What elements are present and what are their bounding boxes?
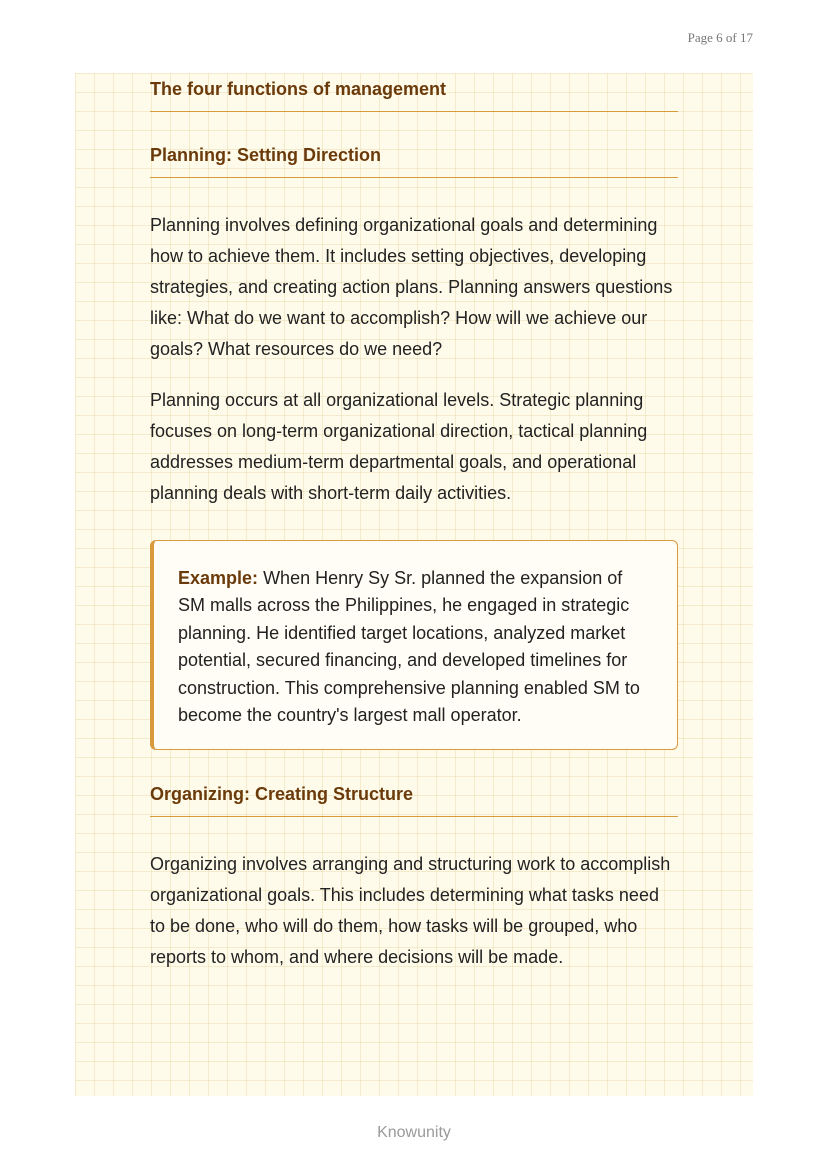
footer-brand: Knowunity <box>377 1124 451 1141</box>
example-text: When Henry Sy Sr. planned the expansion of SM malls across the Philippines, he engaged in strategic planning. He identified target locations, analyzed market potential, secured financing, and developed timelines for construction. This comprehensive planning enabled SM to become the country's largest mall operator. <box>178 568 640 726</box>
section-heading-planning: Planning: Setting Direction <box>150 143 678 178</box>
section-heading-organizing: Organizing: Creating Structure <box>150 782 678 817</box>
paragraph-organizing-definition: Organizing involves arranging and structuring work to accomplish organizational goals. This includes determining what tasks need to be done, who will do them, how tasks will be grouped, who reports to whom, and where decisions will be made. <box>150 854 671 968</box>
example-label: Example: <box>178 568 259 588</box>
example-callout <box>150 540 678 750</box>
paragraph-planning-definition: Planning involves defining organizational goals and determining how to achieve them. It includes setting objectives, developing strategies, and creating action plans. Planning answers questions like: What do we want to accomplish? How will we achieve our goals? What resources do we need? <box>150 215 673 359</box>
document-title: The four functions of management <box>150 77 678 112</box>
document-sheet <box>75 73 753 1096</box>
document-content <box>150 73 678 973</box>
page-number: Page 6 of 17 <box>687 30 753 45</box>
paragraph-planning-levels: Planning occurs at all organizational levels. Strategic planning focuses on long-term organizational direction, tactical planning addresses medium-term departmental goals, and operational planning deals with short-term daily activities. <box>150 390 648 503</box>
